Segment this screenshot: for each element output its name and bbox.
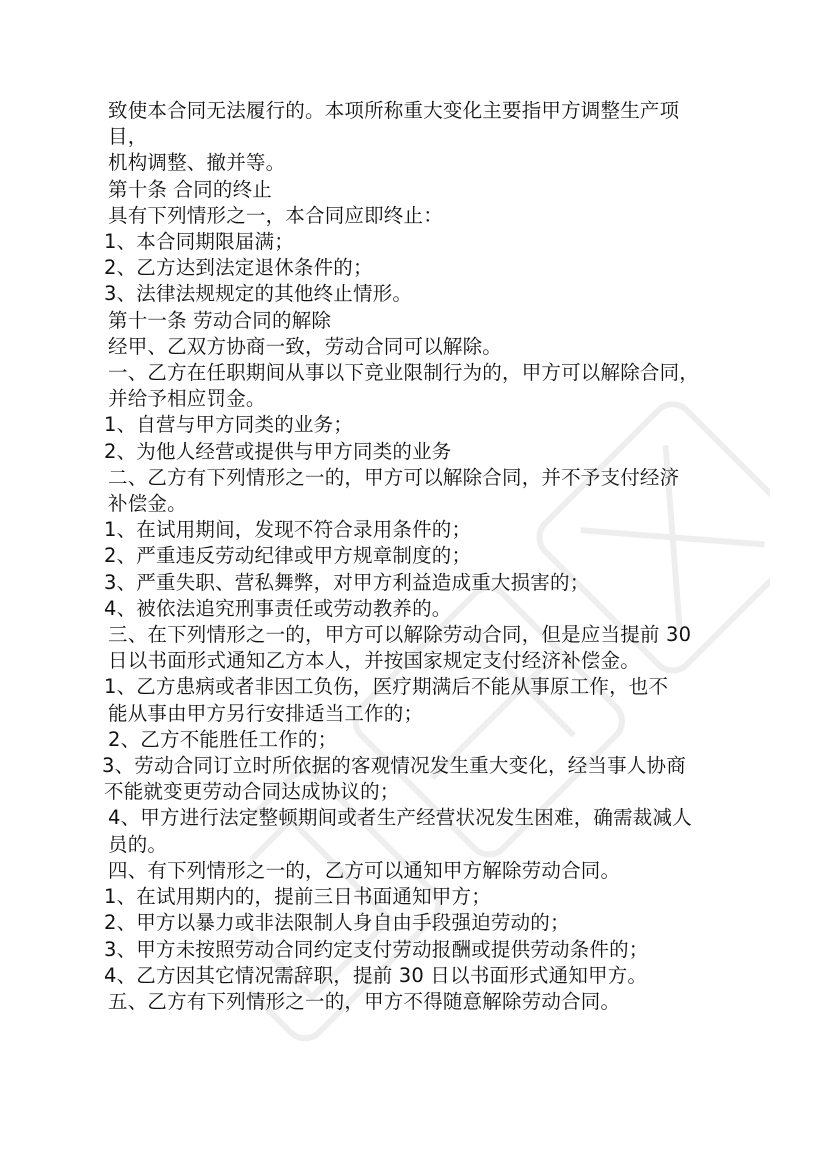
- list-item: 2、为他人经营或提供与甲方同类的业务: [104, 439, 452, 463]
- text-line: 目，: [108, 125, 148, 149]
- document-body: [104, 98, 744, 1015]
- list-item: 3、严重失职、营私舞弊，对甲方利益造成重大损害的；: [104, 570, 590, 594]
- list-item: 1、乙方患病或者非因工负伤，医疗期满后不能从事原工作，也不: [104, 675, 669, 699]
- list-item: 4、甲方进行法定整顿期间或者生产经营状况发生困难，确需裁减人: [108, 806, 692, 830]
- text-line: 能从事由甲方另行安排适当工作的；: [108, 701, 424, 725]
- list-item: 3、劳动合同订立时所依据的客观情况发生重大变化，经当事人协商: [102, 754, 686, 778]
- text-line: 经甲、乙双方协商一致，劳动合同可以解除。: [108, 334, 503, 358]
- text-line: 具有下列情形之一，本合同应即终止：: [108, 203, 443, 227]
- list-item: 3、甲方未按照劳动合同约定支付劳动报酬或提供劳动条件的；: [104, 937, 649, 961]
- list-item: 4、被依法追究刑事责任或劳动教养的。: [104, 596, 452, 620]
- list-item: 2、乙方达到法定退休条件的；: [104, 256, 373, 280]
- text-line: 员的。: [108, 832, 168, 856]
- text-line: 并给予相应罚金。: [108, 387, 266, 411]
- text-line: 日以书面形式通知乙方本人，并按国家规定支付经济补偿金。: [108, 649, 640, 673]
- list-item: 1、在试用期间，发现不符合录用条件的；: [104, 518, 472, 542]
- section-heading: 第十条 合同的终止: [108, 177, 272, 201]
- text-line: 三、在下列情形之一的，甲方可以解除劳动合同，但是应当提前 30: [108, 623, 692, 647]
- list-item: 3、法律法规规定的其他终止情形。: [104, 282, 413, 306]
- list-item: 2、严重违反劳动纪律或甲方规章制度的；: [104, 544, 472, 568]
- text-line: 不能就变更劳动合同达成协议的；: [104, 780, 400, 804]
- text-line: 四、有下列情形之一的，乙方可以通知甲方解除劳动合同。: [108, 858, 621, 882]
- text-line: 二、乙方有下列情形之一的，甲方可以解除合同，并不予支付经济: [108, 465, 680, 489]
- text-line: 一、乙方在任职期间从事以下竞业限制行为的，甲方可以解除合同，: [108, 361, 700, 385]
- text-line: 五、乙方有下列情形之一的，甲方不得随意解除劳动合同。: [108, 989, 621, 1013]
- list-item: 2、甲方以暴力或非法限制人身自由手段强迫劳动的；: [104, 911, 570, 935]
- list-item: 1、自营与甲方同类的业务；: [104, 413, 354, 437]
- text-line: 机构调整、撤并等。: [108, 151, 286, 175]
- section-heading: 第十一条 劳动合同的解除: [108, 308, 332, 332]
- list-item: 4、乙方因其它情况需辞职，提前 30 日以书面形式通知甲方。: [104, 963, 648, 987]
- list-item: 1、本合同期限届满；: [104, 230, 294, 254]
- text-line: 补偿金。: [108, 492, 187, 516]
- text-line: 致使本合同无法履行的。本项所称重大变化主要指甲方调整生产项: [108, 99, 680, 122]
- list-item: 1、在试用期内的，提前三日书面通知甲方；: [104, 885, 491, 909]
- list-item: 2、乙方不能胜任工作的；: [108, 727, 338, 751]
